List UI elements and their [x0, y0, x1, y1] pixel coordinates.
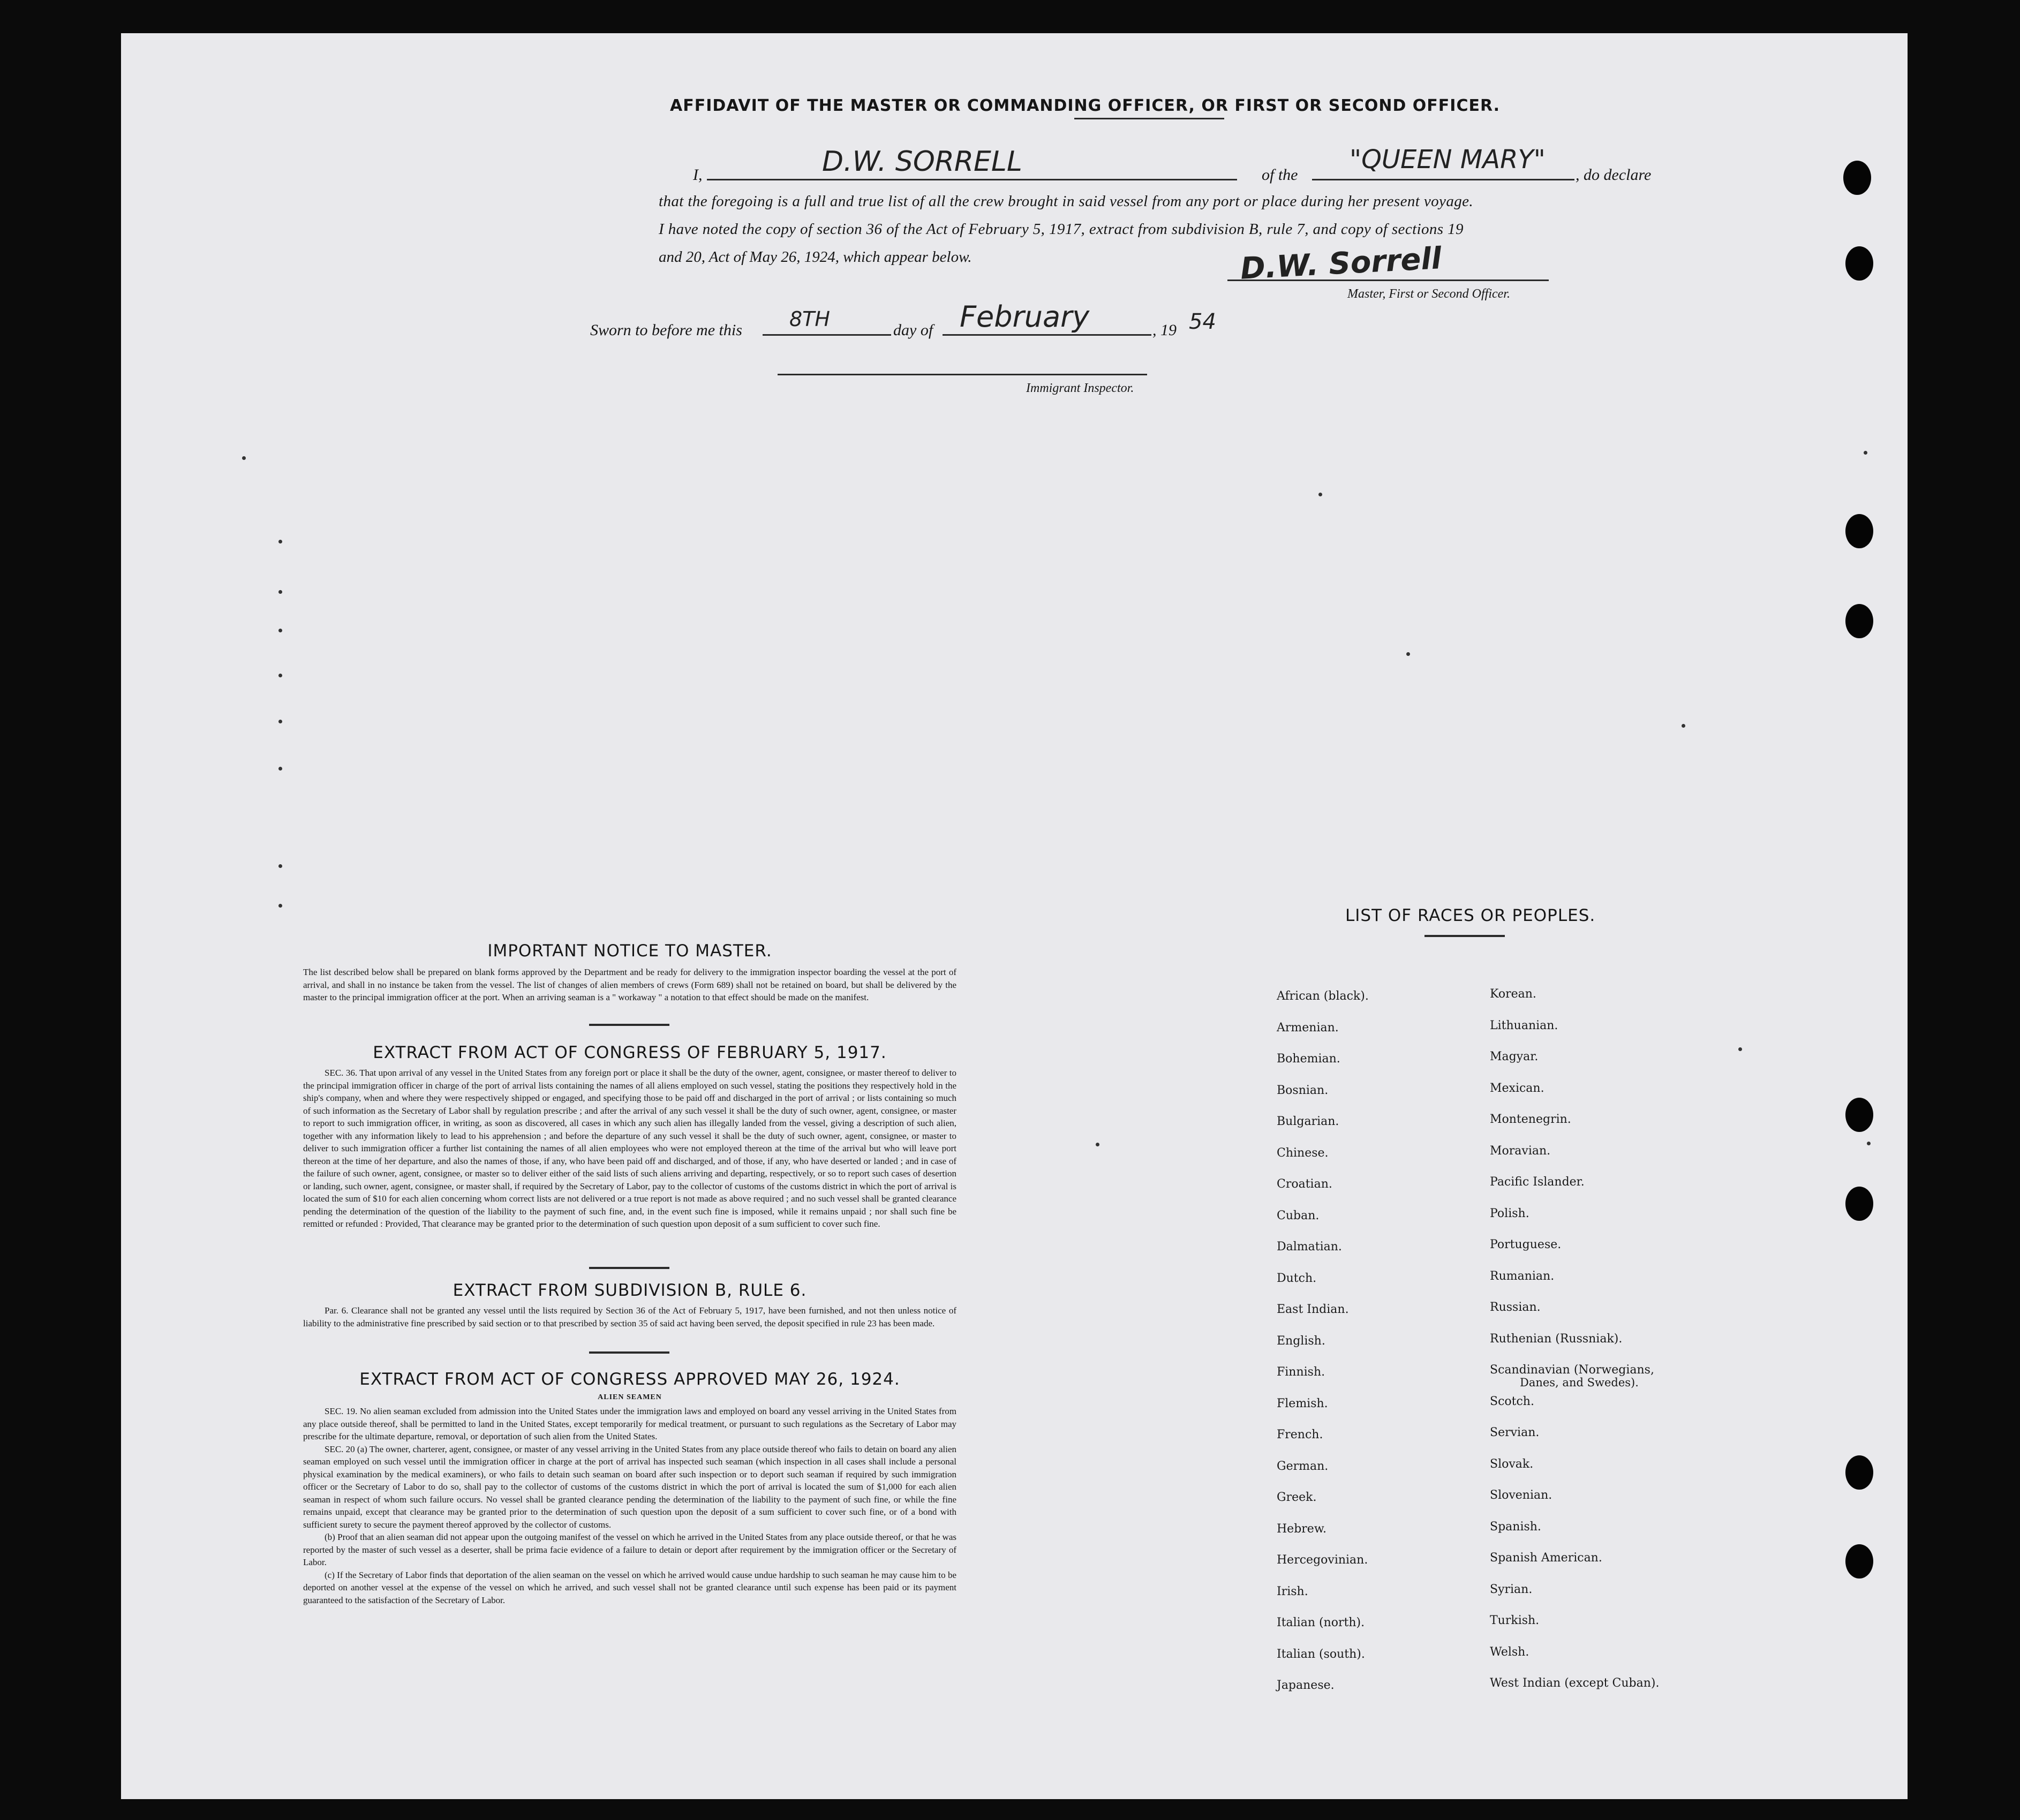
margin-dot: [1682, 724, 1685, 728]
race-item: Dalmatian.: [1277, 1240, 1342, 1253]
race-item: Mexican.: [1490, 1081, 1544, 1095]
inspector-signature-line: [778, 374, 1147, 375]
signature-caption: Master, First or Second Officer.: [1347, 287, 1510, 301]
race-item: Welsh.: [1490, 1645, 1529, 1659]
race-item: Spanish American.: [1490, 1551, 1602, 1565]
rule-6-body: Par. 6. Clearance shall not be granted any vessel until the lists required by Section 36 of the Act of February 5, 1917, have been furnished, and not then unless notice of liability to the administrative fine prescribed by said section or to that prescribed by section 35 of said act having been served, the deposit specified in rule 23 has been made.: [303, 1305, 956, 1328]
sec-20a-paragraph: SEC. 20 (a) The owner, charterer, agent, consignee, or master of any vessel arriving in the United States from any place outside thereof who fails to detain on board any alien seaman employed on such vessel until the immigration officer in charge at the port of arrival has inspected such seaman (which inspection in all cases shall include a personal physical examination by the medical examiners), or who fails to detain such seaman on board after such inspection or to deport such seaman if required by such immigration officer or the Secretary of Labor to do so, shall pay to the collector of customs of the customs district in which the port of arrival is located the sum of $1,000 for each alien seaman in respect of whom such failure occurs. No vessel shall be granted clearance pending the determination of the liability to the payment of such fine, or while the fine remains unpaid, except that clearance may be granted prior to the determination of such question upon the deposit of a sum sufficient to cover such fine, or of a bond with sufficient surety to secure the payment thereof approved by the collector of customs.: [303, 1444, 956, 1530]
notice-body: The list described below shall be prepared on blank forms approved by the Department and be ready for delivery to the immigration inspector boarding the vessel at the port of arrival, and shall in no instance be taken from the vessel. The list of changes of alien members of crews (Form 689) shall not be retained on board, but shall be delivered by the master to the principal immigration officer at the port. When an arriving seaman is a " workaway " a notation to that effect should be made on the manifest.: [303, 967, 956, 1002]
sworn-day-handwritten: 8TH: [789, 307, 830, 331]
race-item: Syrian.: [1490, 1582, 1533, 1596]
margin-dot: [278, 904, 282, 908]
race-item: Slovenian.: [1490, 1489, 1552, 1502]
divider-3: [589, 1351, 669, 1354]
race-item: Scotch.: [1490, 1394, 1534, 1408]
punch-hole: [1845, 604, 1873, 638]
race-item: Chinese.: [1277, 1146, 1329, 1160]
extract-1924-title: EXTRACT FROM ACT OF CONGRESS APPROVED MAY 26, 1924.: [359, 1370, 900, 1389]
vessel-name-handwritten: "QUEEN MARY": [1350, 145, 1546, 175]
race-item: Italian (south).: [1277, 1647, 1365, 1661]
race-item: Italian (north).: [1277, 1616, 1365, 1629]
punch-hole: [1845, 246, 1873, 281]
race-item: Bohemian.: [1277, 1052, 1340, 1066]
sworn-day-field: [763, 307, 891, 336]
race-item: Bosnian.: [1277, 1083, 1329, 1097]
race-item: Finnish.: [1277, 1365, 1325, 1379]
of-the-label: of the: [1262, 166, 1298, 184]
affidavit-title: AFFIDAVIT OF THE MASTER OR COMMANDING OFFICER, OR FIRST OR SECOND OFFICER.: [669, 96, 1501, 115]
race-item: Korean.: [1490, 987, 1536, 1001]
sec-19-paragraph: SEC. 19. No alien seaman excluded from admission into the United States under the immigration laws and employed on board any vessel arriving in the United States from any place outside thereof, shall be permitted to land in the United States, except temporarily for medical treatment, or pursuant to such regulations as the Secretary of Labor may prescribe for the ultimate departure, removal, or deportation of such alien from the United States.: [303, 1406, 956, 1441]
race-item: Rumanian.: [1490, 1269, 1555, 1283]
margin-dot: [1096, 1143, 1099, 1146]
extract-1917-title: EXTRACT FROM ACT OF CONGRESS OF FEBRUARY 5, 1917.: [373, 1043, 887, 1062]
race-item: Scandinavian (Norwegians,: [1490, 1363, 1654, 1377]
race-item: Armenian.: [1277, 1021, 1339, 1034]
race-item: Irish.: [1277, 1584, 1308, 1598]
race-item: Japanese.: [1277, 1679, 1335, 1692]
do-declare-label: , do declare: [1576, 166, 1652, 184]
master-name-field: [707, 146, 1237, 180]
race-item: Ruthenian (Russniak).: [1490, 1332, 1623, 1346]
notice-title: IMPORTANT NOTICE TO MASTER.: [487, 941, 772, 961]
margin-dot: [278, 590, 282, 594]
affidavit-title-underline: [1074, 118, 1224, 119]
margin-dot: [278, 767, 282, 771]
divider-1: [589, 1024, 669, 1026]
margin-dot: [1406, 652, 1410, 656]
race-item: Cuban.: [1277, 1209, 1320, 1222]
margin-dot: [1867, 1142, 1871, 1145]
inspector-caption: Immigrant Inspector.: [1026, 381, 1134, 395]
sworn-month-field: [943, 300, 1151, 336]
race-item: African (black).: [1277, 990, 1369, 1003]
race-item: Montenegrin.: [1490, 1113, 1571, 1126]
margin-dot: [278, 720, 282, 723]
punch-hole: [1845, 1544, 1873, 1579]
punch-hole: [1845, 1098, 1873, 1132]
i-label: I,: [693, 166, 703, 184]
race-item: Lithuanian.: [1490, 1018, 1558, 1032]
margin-dot: [1864, 451, 1867, 455]
race-item: Polish.: [1490, 1206, 1529, 1220]
margin-dot: [278, 540, 282, 543]
margin-dot: [1318, 493, 1322, 496]
signature-line: [1227, 280, 1549, 281]
extract-1917-body: SEC. 36. That upon arrival of any vessel in the United States from any foreign port or place it shall be the duty of the owner, agent, consignee, or master thereof to deliver to the principal immigration officer in charge of the port of arrival lists containing the names of all aliens employed on such vessel, stating the positions they respectively hold in the ship's company, when and where they were respectively shipped or engaged, and specifying those to be paid off and discharged in the port of arrival ; or lists containing so much of such information as the Secretary of Labor shall by regulation prescribe ; and after the arrival of any such vessel it shall be the duty of such owner, agent, consignee, or master to report to such immigration officer, in writing, as soon as discovered, all cases in which any such alien has illegally landed from the vessel, giving a description of such alien, together with any information likely to lead to his apprehension ; and before the departure of any such vessel it shall be the duty of such owner, agent, consignee, or master to deliver to such immigration officer a further list containing the names of all alien employees who were not employed thereon at the time of the arrival but who will leave port thereon at the time of her departure, and also the names of those, if any, who have been paid off and discharged, and of those, if any, who have deserted or landed ; and in case of the failure of such owner, agent, consignee, or master so to deliver either of the said lists of such aliens arriving and departing, respectively, or so to report such cases of desertion or landing, such owner, agent, consignee, or master shall, if required by the Secretary of Labor, pay to the collector of customs of the customs district in which the port of arrival is located the sum of $10 for each alien concerning whom correct lists are not delivered or a true report is not made as above required ; and no such vessel shall be granted clearance pending the determination of the question of the liability to the payment of such fine, and, in the event such fine is imposed, while it remains unpaid ; nor shall such fine be remitted or refunded : Provided, That clearance may be granted prior to the determination of such question upon deposit of a sum sufficient to cover such fine.: [303, 1068, 956, 1229]
race-item-continuation: Danes, and Swedes).: [1520, 1376, 1639, 1389]
race-item: Spanish.: [1490, 1520, 1541, 1534]
race-item: Hebrew.: [1277, 1522, 1327, 1536]
rule-6-title: EXTRACT FROM SUBDIVISION B, RULE 6.: [453, 1281, 807, 1300]
punch-hole: [1843, 161, 1871, 195]
sec-20b-paragraph: (b) Proof that an alien seaman did not appear upon the outgoing manifest of the vessel on which he arrived in the United States from any place outside thereof, or that he was reported by the master of such vessel as a deserter, shall be prima facie evidence of a failure to detain or deport after requirement by the immigration officer or the Secretary of Labor.: [303, 1532, 956, 1567]
margin-dot: [242, 456, 246, 460]
race-item: Moravian.: [1490, 1144, 1551, 1158]
race-item: East Indian.: [1277, 1303, 1349, 1316]
race-item: Slovak.: [1490, 1457, 1534, 1471]
affidavit-body-line-1: that the foregoing is a full and true list of all the crew brought in said vessel from any port or place during her present voyage.: [659, 193, 1474, 210]
affidavit-body-line-2: I have noted the copy of section 36 of the Act of February 5, 1917, extract from subdivision B, rule 7, and copy of sections 19: [659, 221, 1464, 238]
divider-2: [589, 1267, 669, 1269]
race-item: Bulgarian.: [1277, 1115, 1339, 1128]
margin-dot: [278, 674, 282, 677]
master-name-handwritten: D.W. SORRELL: [822, 146, 1022, 178]
year-prefix: , 19: [1152, 321, 1177, 339]
day-of-label: day of: [893, 321, 933, 339]
race-item: Portuguese.: [1490, 1238, 1562, 1251]
punch-hole: [1845, 1455, 1873, 1490]
master-signature: D.W. Sorrell: [1239, 241, 1443, 286]
race-item: Pacific Islander.: [1490, 1175, 1585, 1189]
race-item: Russian.: [1490, 1301, 1541, 1314]
margin-dot: [1738, 1047, 1742, 1051]
sworn-label: Sworn to before me this: [590, 321, 742, 339]
race-item: Hercegovinian.: [1277, 1553, 1368, 1567]
punch-hole: [1845, 1187, 1873, 1221]
vessel-name-field: [1312, 145, 1574, 180]
document-page: [121, 33, 1908, 1799]
extract-1924-body: [303, 1405, 956, 1606]
margin-dot: [278, 629, 282, 632]
race-item: Turkish.: [1490, 1614, 1540, 1627]
affidavit-body-line-3: and 20, Act of May 26, 1924, which appear below.: [659, 248, 972, 266]
sec-20c-paragraph: (c) If the Secretary of Labor finds that deportation of the alien seaman on the vessel on which he arrived would cause undue hardship to such seaman he may cause him to be deported on another vessel at the expense of the vessel on which he arrived, and such vessel shall not be granted clearance until such expense has been paid or its payment guaranteed to the satisfaction of the Secretary of Labor.: [303, 1569, 956, 1605]
race-item: Croatian.: [1277, 1177, 1332, 1191]
margin-dot: [278, 864, 282, 868]
races-title: LIST OF RACES OR PEOPLES.: [1345, 906, 1596, 925]
race-item: French.: [1277, 1428, 1323, 1441]
extract-1924-subtitle: ALIEN SEAMEN: [598, 1393, 662, 1401]
race-item: Dutch.: [1277, 1271, 1317, 1285]
race-item: German.: [1277, 1459, 1329, 1473]
race-item: Magyar.: [1490, 1050, 1539, 1063]
race-item: West Indian (except Cuban).: [1490, 1676, 1660, 1690]
race-item: Servian.: [1490, 1426, 1540, 1439]
races-title-underline: [1424, 935, 1505, 937]
year-suffix-handwritten: 54: [1189, 309, 1216, 334]
race-item: Flemish.: [1277, 1396, 1328, 1410]
sworn-month-handwritten: February: [960, 300, 1090, 334]
race-item: English.: [1277, 1334, 1325, 1348]
punch-hole: [1845, 514, 1873, 548]
race-item: Greek.: [1277, 1491, 1317, 1504]
